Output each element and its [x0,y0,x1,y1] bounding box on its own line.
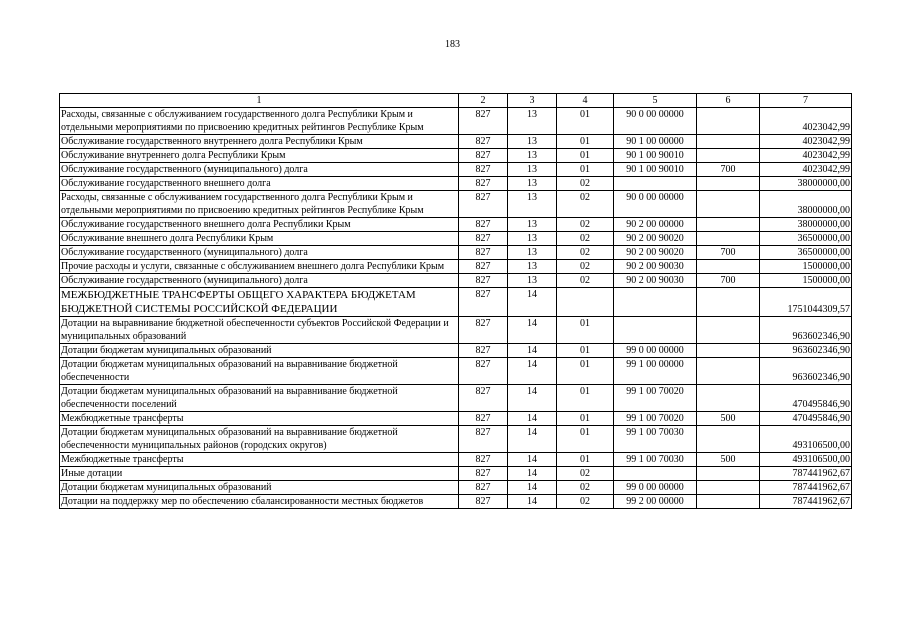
row-target-article: 99 0 00 00000 [614,344,697,358]
row-grbs: 827 [459,135,508,149]
row-amount: 38000000,00 [760,177,852,191]
row-subsection: 01 [557,163,614,177]
row-target-article: 99 1 00 70030 [614,426,697,453]
table-row [60,191,852,218]
table-row [60,317,852,344]
row-subsection: 01 [557,453,614,467]
row-amount: 4023042,99 [760,108,852,135]
row-grbs: 827 [459,246,508,260]
row-expense-type [697,149,760,163]
row-section: 14 [508,288,557,317]
row-expense-type: 700 [697,163,760,177]
row-expense-type [697,481,760,495]
row-grbs: 827 [459,412,508,426]
row-amount: 38000000,00 [760,191,852,218]
row-amount: 963602346,90 [760,358,852,385]
table-row [60,135,852,149]
row-name: Обслуживание внешнего долга Республики Крым [60,232,459,246]
row-expense-type [697,108,760,135]
row-amount: 1751044309,57 [760,288,852,317]
row-expense-type [697,385,760,412]
row-expense-type [697,135,760,149]
row-name: Прочие расходы и услуги, связанные с обслуживанием внешнего долга Республики Крым [60,260,459,274]
table-row [60,246,852,260]
row-name: Дотации бюджетам муниципальных образований на выравнивание бюджетной обеспеченности [60,358,459,385]
row-subsection [557,288,614,317]
row-grbs: 827 [459,358,508,385]
row-name: Дотации бюджетам муниципальных образований [60,344,459,358]
row-subsection: 01 [557,108,614,135]
row-section: 13 [508,149,557,163]
page-number: 183 [445,39,460,50]
row-grbs: 827 [459,453,508,467]
row-amount: 963602346,90 [760,344,852,358]
row-expense-type: 700 [697,246,760,260]
row-target-article: 90 2 00 90020 [614,232,697,246]
row-target-article [614,467,697,481]
row-grbs: 827 [459,177,508,191]
row-target-article: 90 0 00 00000 [614,108,697,135]
row-section: 13 [508,274,557,288]
row-expense-type [697,177,760,191]
row-name: Межбюджетные трансферты [60,412,459,426]
row-name: Обслуживание государственного внутреннего долга Республики Крым [60,135,459,149]
row-subsection: 02 [557,260,614,274]
table-row [60,108,852,135]
table-row [60,177,852,191]
row-section: 13 [508,218,557,232]
row-name: Дотации бюджетам муниципальных образований на выравнивание бюджетной обеспеченности муниципальных районов (городских округов) [60,426,459,453]
row-grbs: 827 [459,191,508,218]
header-col-2: 2 [459,94,508,108]
header-col-4: 4 [557,94,614,108]
row-expense-type: 500 [697,412,760,426]
row-expense-type [697,317,760,344]
row-grbs: 827 [459,467,508,481]
row-amount: 36500000,00 [760,246,852,260]
row-amount: 470495846,90 [760,412,852,426]
row-section: 13 [508,232,557,246]
row-target-article: 99 1 00 70020 [614,385,697,412]
row-subsection: 02 [557,495,614,509]
row-amount: 787441962,67 [760,481,852,495]
budget-table [59,93,852,509]
row-grbs: 827 [459,288,508,317]
row-amount: 470495846,90 [760,385,852,412]
row-subsection: 02 [557,218,614,232]
row-expense-type [697,467,760,481]
row-section: 13 [508,135,557,149]
row-name: Обслуживание государственного (муниципального) долга [60,274,459,288]
row-subsection: 01 [557,344,614,358]
row-target-article: 99 0 00 00000 [614,481,697,495]
row-amount: 4023042,99 [760,149,852,163]
row-subsection: 02 [557,481,614,495]
row-amount: 963602346,90 [760,317,852,344]
header-col-1: 1 [60,94,459,108]
row-subsection: 01 [557,135,614,149]
row-section: 14 [508,495,557,509]
row-amount: 1500000,00 [760,260,852,274]
table-row [60,467,852,481]
row-amount: 493106500,00 [760,426,852,453]
header-col-5: 5 [614,94,697,108]
table-row [60,412,852,426]
row-amount: 1500000,00 [760,274,852,288]
row-target-article: 90 0 00 00000 [614,191,697,218]
row-amount: 787441962,67 [760,495,852,509]
row-grbs: 827 [459,426,508,453]
row-grbs: 827 [459,481,508,495]
table-row [60,495,852,509]
row-name: Дотации на выравнивание бюджетной обеспеченности субъектов Российской Федерации и муниципальных образований [60,317,459,344]
row-subsection: 02 [557,232,614,246]
row-amount: 4023042,99 [760,163,852,177]
row-subsection: 02 [557,274,614,288]
row-expense-type [697,232,760,246]
row-expense-type: 700 [697,274,760,288]
table-row [60,385,852,412]
table-row [60,274,852,288]
row-section: 14 [508,426,557,453]
row-grbs: 827 [459,317,508,344]
row-section: 13 [508,246,557,260]
row-section: 14 [508,467,557,481]
row-section: 14 [508,481,557,495]
row-name: Межбюджетные трансферты [60,453,459,467]
row-target-article: 90 2 00 00000 [614,218,697,232]
table-row [60,481,852,495]
row-subsection: 01 [557,317,614,344]
row-grbs: 827 [459,149,508,163]
row-section: 13 [508,260,557,274]
row-target-article: 99 1 00 70020 [614,412,697,426]
row-section: 14 [508,344,557,358]
row-subsection: 01 [557,412,614,426]
row-grbs: 827 [459,218,508,232]
row-target-article: 99 1 00 00000 [614,358,697,385]
row-name: Дотации бюджетам муниципальных образований [60,481,459,495]
row-name: Обслуживание государственного внешнего долга [60,177,459,191]
row-grbs: 827 [459,385,508,412]
row-amount: 493106500,00 [760,453,852,467]
row-amount: 4023042,99 [760,135,852,149]
row-target-article: 90 2 00 90020 [614,246,697,260]
row-grbs: 827 [459,232,508,246]
row-name: Расходы, связанные с обслуживанием государственного долга Республики Крым и отдельными мероприятиями по присвоению кредитных рейтингов Республике Крым [60,108,459,135]
table-header-row [60,94,852,108]
row-amount: 36500000,00 [760,232,852,246]
row-section: 14 [508,412,557,426]
row-grbs: 827 [459,344,508,358]
row-name: Дотации бюджетам муниципальных образований на выравнивание бюджетной обеспеченности поселений [60,385,459,412]
row-name: Обслуживание государственного (муниципального) долга [60,163,459,177]
row-name: Обслуживание внутреннего долга Республики Крым [60,149,459,163]
table-row [60,163,852,177]
row-subsection: 02 [557,177,614,191]
row-grbs: 827 [459,274,508,288]
row-expense-type [697,218,760,232]
header-col-7: 7 [760,94,852,108]
row-subsection: 02 [557,246,614,260]
row-target-article: 90 2 00 90030 [614,260,697,274]
row-expense-type [697,426,760,453]
row-target-article [614,317,697,344]
row-name: Дотации на поддержку мер по обеспечению сбалансированности местных бюджетов [60,495,459,509]
row-expense-type [697,495,760,509]
table-row [60,232,852,246]
row-section: 13 [508,177,557,191]
row-subsection: 01 [557,426,614,453]
table-row [60,426,852,453]
row-target-article [614,288,697,317]
row-subsection: 02 [557,191,614,218]
row-target-article: 90 1 00 00000 [614,135,697,149]
row-subsection: 01 [557,358,614,385]
row-section: 13 [508,163,557,177]
row-target-article: 90 1 00 90010 [614,163,697,177]
row-section: 13 [508,108,557,135]
table-row [60,453,852,467]
row-grbs: 827 [459,108,508,135]
row-expense-type [697,358,760,385]
row-section: 13 [508,191,557,218]
table-row [60,218,852,232]
row-grbs: 827 [459,260,508,274]
row-target-article: 90 2 00 90030 [614,274,697,288]
row-subsection: 01 [557,385,614,412]
table-row [60,149,852,163]
table-row [60,288,852,317]
row-name: Иные дотации [60,467,459,481]
row-name: Обслуживание государственного внешнего долга Республики Крым [60,218,459,232]
row-expense-type [697,344,760,358]
row-name: Обслуживание государственного (муниципального) долга [60,246,459,260]
row-grbs: 827 [459,163,508,177]
row-name: МЕЖБЮДЖЕТНЫЕ ТРАНСФЕРТЫ ОБЩЕГО ХАРАКТЕРА БЮДЖЕТАМ БЮДЖЕТНОЙ СИСТЕМЫ РОССИЙСКОЙ ФЕДЕРАЦИИ [60,288,459,317]
row-expense-type [697,260,760,274]
table-row [60,344,852,358]
row-target-article: 99 1 00 70030 [614,453,697,467]
row-target-article: 99 2 00 00000 [614,495,697,509]
row-amount: 38000000,00 [760,218,852,232]
row-subsection: 02 [557,467,614,481]
header-col-3: 3 [508,94,557,108]
table-row [60,358,852,385]
row-subsection: 01 [557,149,614,163]
row-section: 14 [508,385,557,412]
row-section: 14 [508,453,557,467]
row-target-article: 90 1 00 90010 [614,149,697,163]
row-expense-type [697,288,760,317]
header-col-6: 6 [697,94,760,108]
row-section: 14 [508,317,557,344]
row-amount: 787441962,67 [760,467,852,481]
row-section: 14 [508,358,557,385]
row-expense-type: 500 [697,453,760,467]
row-grbs: 827 [459,495,508,509]
row-target-article [614,177,697,191]
row-name: Расходы, связанные с обслуживанием государственного долга Республики Крым и отдельными мероприятиями по присвоению кредитных рейтингов Республике Крым [60,191,459,218]
row-expense-type [697,191,760,218]
table-row [60,260,852,274]
